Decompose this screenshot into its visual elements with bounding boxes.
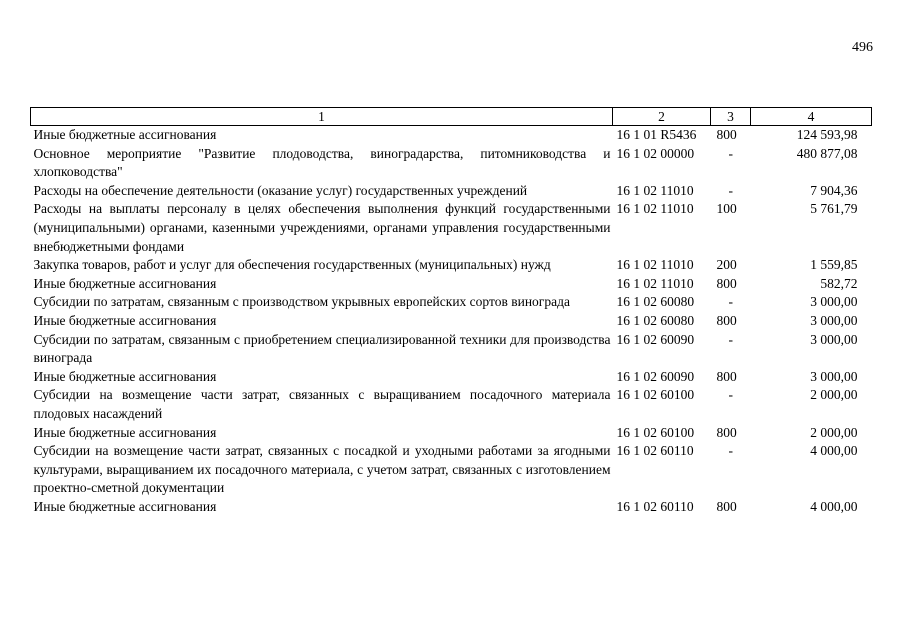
table-row (31, 424, 872, 443)
table-row (31, 275, 872, 294)
row-code-cell: 16 1 02 11010 (616, 182, 694, 198)
table-body (31, 126, 872, 517)
row-amount-cell: 582,72 (820, 275, 858, 291)
row-amount-cell: 124 593,98 (796, 127, 858, 142)
row-amount-cell: 1 559,85 (810, 257, 858, 273)
column-header-name: 1 (31, 108, 613, 126)
row-expense-type-cell: 800 (716, 424, 737, 440)
row-code-cell: 16 1 02 60110 (616, 443, 694, 459)
row-name-cell: Иные бюджетные ассигнования (33, 368, 217, 384)
row-name-cell: Основное мероприятие "Развитие плодоводства, виноградарства, питомниководства и хлопководства" (33, 145, 611, 180)
row-expense-type-cell: - (728, 294, 733, 310)
table-row (31, 200, 872, 256)
row-expense-type-cell: - (728, 331, 733, 347)
row-expense-type-cell: 800 (716, 368, 737, 384)
row-code-cell: 16 1 02 11010 (616, 275, 694, 291)
row-amount-cell: 2 000,00 (810, 387, 858, 403)
row-code-cell: 16 1 02 60090 (616, 331, 695, 347)
row-code-cell: 16 1 02 60110 (616, 498, 694, 514)
page-number: 496 (852, 40, 873, 55)
table-row (31, 442, 872, 498)
table-header-row (31, 108, 872, 126)
row-expense-type-cell: 800 (716, 498, 737, 514)
row-name-cell: Расходы на обеспечение деятельности (оказание услуг) государственных учреждений (33, 182, 528, 198)
table-row (31, 293, 872, 312)
table-row (31, 331, 872, 368)
row-expense-type-cell: 100 (716, 201, 737, 217)
row-expense-type-cell: 800 (716, 312, 737, 328)
row-code-cell: 16 1 02 11010 (616, 257, 694, 273)
table-row (31, 312, 872, 331)
row-code-cell: 16 1 02 11010 (616, 201, 694, 217)
row-expense-type-cell: - (728, 145, 733, 161)
row-expense-type-cell: 800 (716, 275, 737, 291)
table-row (31, 386, 872, 423)
row-code-cell: 16 1 02 60080 (616, 294, 695, 310)
row-expense-type-cell: - (728, 387, 733, 403)
column-header-expense-type: 3 (711, 108, 751, 126)
row-name-cell: Иные бюджетные ассигнования (33, 275, 217, 291)
table-row (31, 182, 872, 201)
row-name-cell: Иные бюджетные ассигнования (33, 424, 217, 440)
row-code-cell: 16 1 02 60100 (616, 387, 695, 403)
row-name-cell: Субсидии по затратам, связанным с приобретением специализированной техники для производства винограда (33, 331, 611, 366)
table-row (31, 368, 872, 387)
row-expense-type-cell: 200 (716, 257, 737, 273)
row-amount-cell: 2 000,00 (810, 424, 858, 440)
row-expense-type-cell: - (728, 182, 733, 198)
column-header-code: 2 (613, 108, 711, 126)
row-name-cell: Расходы на выплаты персоналу в целях обеспечения выполнения функций государственными (муниципальными) органами, казенными учреждениями, органами управления государственными внебюджетными фондами (33, 201, 611, 254)
row-amount-cell: 4 000,00 (810, 498, 858, 514)
row-code-cell: 16 1 02 60090 (616, 368, 695, 384)
row-amount-cell: 7 904,36 (810, 182, 858, 198)
row-code-cell: 16 1 02 00000 (616, 145, 695, 161)
row-code-cell: 16 1 02 60080 (616, 312, 695, 328)
row-amount-cell: 480 877,08 (796, 145, 858, 161)
row-amount-cell: 3 000,00 (810, 368, 858, 384)
row-name-cell: Иные бюджетные ассигнования (33, 127, 217, 142)
row-amount-cell: 4 000,00 (810, 443, 858, 459)
table-row (31, 256, 872, 275)
table-row (31, 126, 872, 145)
row-name-cell: Субсидии по затратам, связанным с производством укрывных европейских сортов винограда (33, 294, 570, 310)
row-name-cell: Субсидии на возмещение части затрат, связанных с посадкой и уходными работами за ягодными культурами, выращиванием их посадочного материала, с учетом затрат, связанных с изготовлением проектно-сметной документации (33, 443, 611, 496)
row-code-cell: 16 1 01 R5436 (616, 127, 697, 142)
row-name-cell: Иные бюджетные ассигнования (33, 312, 217, 328)
table-row (31, 498, 872, 517)
row-amount-cell: 3 000,00 (810, 312, 858, 328)
row-amount-cell: 3 000,00 (810, 331, 858, 347)
row-code-cell: 16 1 02 60100 (616, 424, 695, 440)
row-expense-type-cell: - (728, 443, 733, 459)
row-amount-cell: 5 761,79 (810, 201, 858, 217)
budget-table (30, 107, 872, 516)
table-row (31, 145, 872, 182)
row-amount-cell: 3 000,00 (810, 294, 858, 310)
row-expense-type-cell: 800 (716, 127, 737, 142)
row-name-cell: Иные бюджетные ассигнования (33, 498, 217, 514)
column-header-amount: 4 (751, 108, 872, 126)
row-name-cell: Субсидии на возмещение части затрат, связанных с выращиванием посадочного материала плодовых насаждений (33, 387, 611, 421)
row-name-cell: Закупка товаров, работ и услуг для обеспечения государственных (муниципальных) нужд (33, 257, 551, 273)
